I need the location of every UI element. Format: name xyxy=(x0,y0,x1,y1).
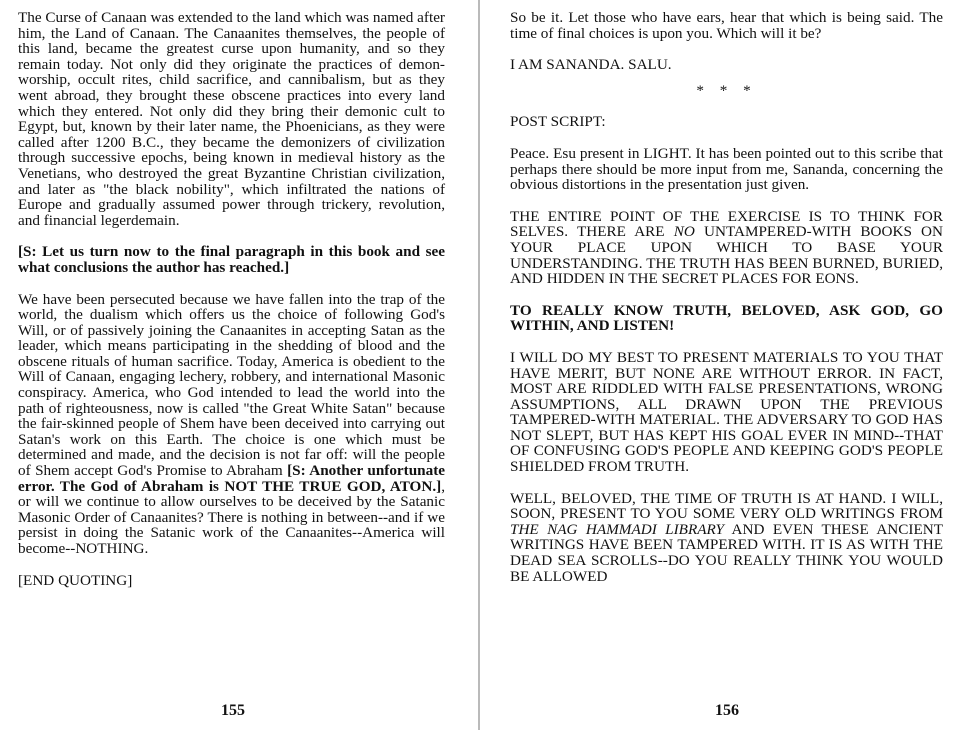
paragraph-signature: I AM SANANDA. SALU. xyxy=(510,56,672,74)
book-gutter xyxy=(478,0,480,730)
paragraph-entire-point xyxy=(510,209,943,287)
paragraph-quoted-conclusion xyxy=(18,292,445,557)
paragraph-time-of-truth xyxy=(510,491,943,585)
quoted-text-part-1: We have been persecuted because we have fallen into the trap of the world, the dualism which offers us the choice of following God's Will, or of passively joining the Canaanites in accepting Satan as the leader, which means participating in the shedding of blood and the obscene rituals of human sacrifice. Today, America is obedient to the Will of Canaan, engaging lechery, robbery, and international Masonic conspiracy. America, who God intended to lead the world into the path of righteousness, now is called "the Great White Satan" because the fair-skinned people of Shem have been deceived into carrying out Satan's work on this Earth. The choice is one which must be determined and made, and the decision is not far off: will the people of Shem accept God's Promise to Abraham xyxy=(18,290,445,480)
paragraph-will-do-best: I WILL DO MY BEST TO PRESENT MATERIALS TO YOU THAT HAVE MERIT, BUT NONE ARE WITHOUT ERROR. IN FACT, MOST ARE RIDDLED WITH FALSE PRESENTATIONS, WRONG ASSUMPTIONS, ALL DRAWN UPON THE PREVIOUS TAMPERED-WITH MATERIAL. THE ADVERSARY TO GOD HAS NOT SLEPT, BUT HAS KEPT HIS GOAL EVER IN MIND--THAT OF CONFUSING GOD'S PEOPLE AND KEEPING GOD'S PEOPLE SHIELDED FROM TRUTH. xyxy=(510,348,943,476)
book-title-nag-hammadi: THE NAG HAMMADI LIBRARY xyxy=(510,520,724,538)
entire-point-part-1: THE ENTIRE POINT OF THE EXERCISE IS TO THINK FOR SELVES. THERE ARE xyxy=(510,207,943,241)
time-of-truth-part-2: AND EVEN THESE ANCIENT WRITINGS HAVE BEEN TAMPERED WITH. IT IS AS WITH THE DEAD SEA SCROLLS--DO YOU REALLY THINK YOU WOULD BE ALLOWED xyxy=(510,520,943,585)
post-script-heading: POST SCRIPT: xyxy=(510,113,606,131)
section-separator: * * * xyxy=(696,81,757,99)
entire-point-part-2: UNTAMPERED-WITH BOOKS ON YOUR PLACE UPON WHICH TO BASE YOUR UNDERSTANDING. THE TRUTH HAS BEEN BURNED, BURIED, AND HIDDEN IN THE SECRET PLACES FOR EONS. xyxy=(510,223,943,288)
end-quoting-marker: [END QUOTING] xyxy=(18,571,133,589)
paragraph-canaan-curse: The Curse of Canaan was extended to the land which was named after him, the Land of Canaan. The Canaanites themselves, the people of this land, became the greatest curse upon humanity, and so they remain today. Not only did they originate the practices of demon-worship, occult rites, child sacrifice, and cannibalism, but as they went abroad, they brought these obscene practices into every land which they entered. Not only did they bring their demonic cult to Egypt, but, known by their later name, the Phoenicians, as they were called after 1200 B.C., they became the demonizers of civilization through successive epochs, being known in medieval history as the Venetians, who destroyed the great Byzantine Christian civilization, and later as "the black nobility", which infiltrated the nations of Europe and gradually assumed power through trickery, revolution, and financial legerdemain. xyxy=(18,9,445,229)
paragraph-so-be-it: So be it. Let those who have ears, hear that which is being said. The time of final choices is upon you. Which will it be? xyxy=(510,9,943,42)
emphasis-no: NO xyxy=(673,223,695,241)
paragraph-editor-note: [S: Let us turn now to the final paragraph in this book and see what conclusions the author has reached.] xyxy=(18,243,445,276)
time-of-truth-part-1: WELL, BELOVED, THE TIME OF TRUTH IS AT HAND. I WILL, SOON, PRESENT TO YOU SOME VERY OLD WRITINGS FROM xyxy=(510,489,943,523)
page-number-left: 155 xyxy=(221,702,245,719)
paragraph-know-truth: TO REALLY KNOW TRUTH, BELOVED, ASK GOD, GO WITHIN, AND LISTEN! xyxy=(510,301,943,335)
inline-editor-note: [S: Another unfortunate error. The God of Abraham is NOT THE TRUE GOD, ATON.] xyxy=(18,462,445,495)
left-page xyxy=(18,10,445,700)
paragraph-peace: Peace. Esu present in LIGHT. It has been pointed out to this scribe that perhaps there should be more input from me, Sananda, concerning the obvious distortions in the presentation just given. xyxy=(510,144,943,194)
right-page xyxy=(510,10,943,700)
page-number-right: 156 xyxy=(715,702,739,719)
quoted-text-part-2: , or will we continue to allow ourselves to be deceived by the Satanic Masonic Order of Canaanites? There is nothing in between--and if we persist in doing the Satanic work of the Canaanites--America will become--NOTHING. xyxy=(18,477,445,557)
